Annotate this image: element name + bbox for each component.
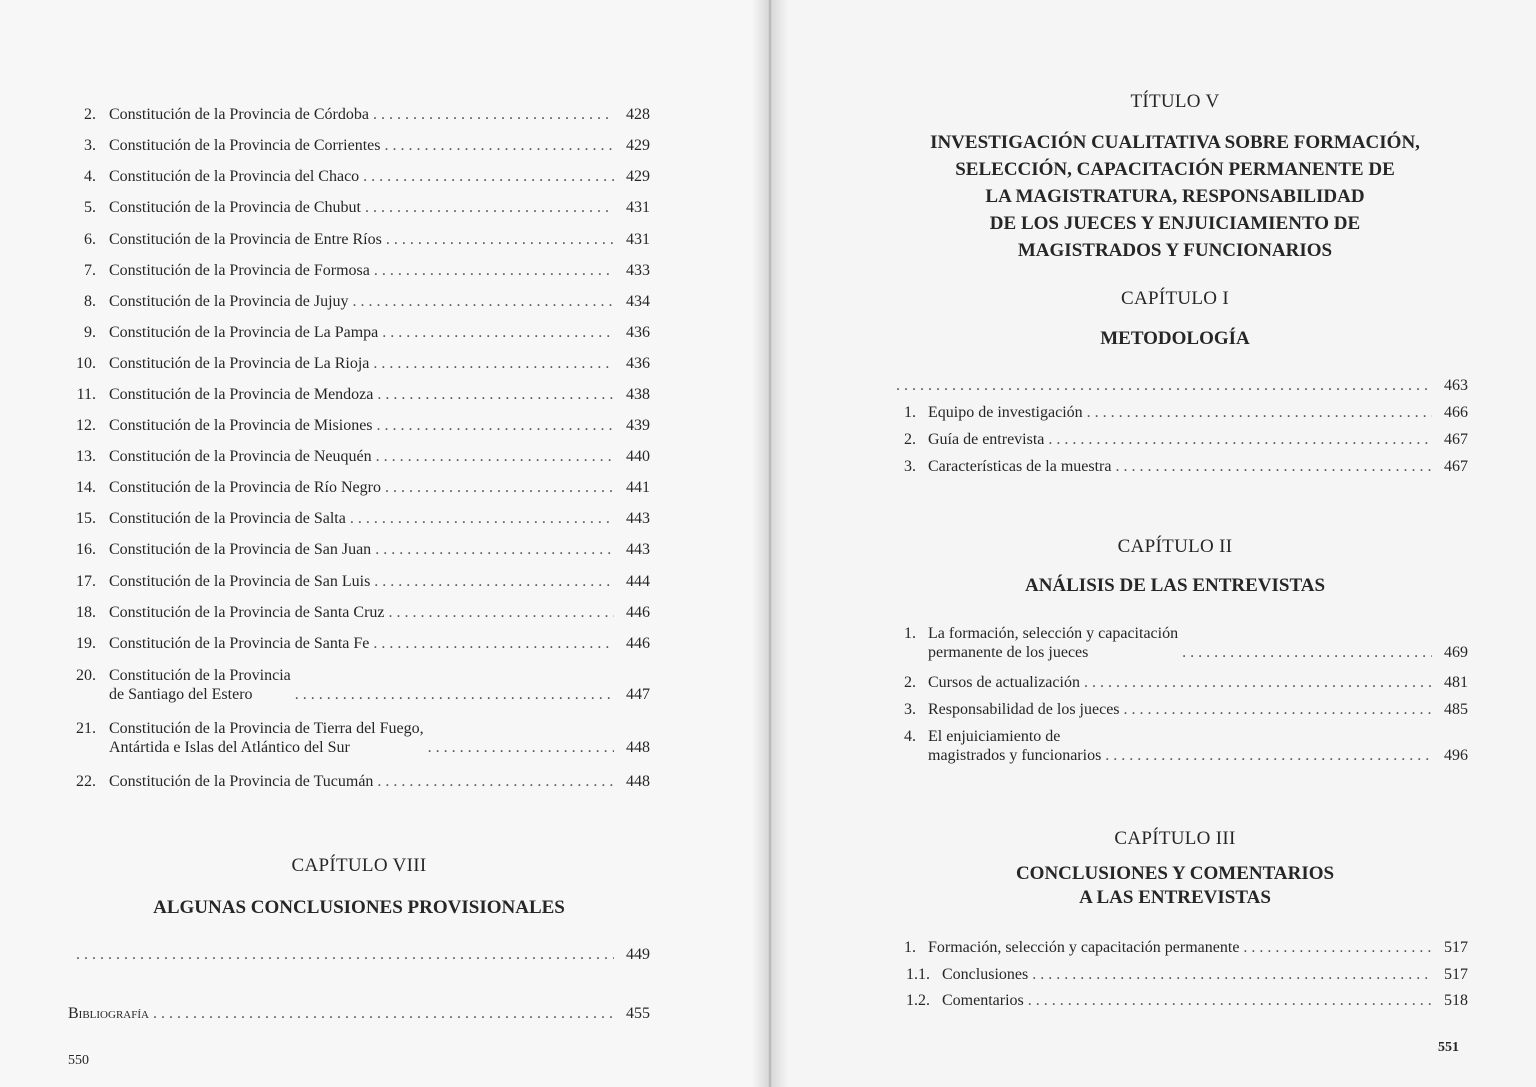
toc-row [68,772,650,791]
leader-dots [1115,457,1432,476]
entry-title: Constitución de la Provincia de Santa Cruz [109,604,385,621]
toc-row [68,945,650,964]
entry-page: 448 [626,773,650,790]
toc-row [68,540,650,559]
entry-number: 1. [904,404,916,421]
entry-title: Constitución de la Provincia de Río Negro [109,479,381,496]
leader-dots [373,105,614,124]
leader-dots [385,478,614,497]
title-line: INVESTIGACIÓN CUALITATIVA SOBRE FORMACIÓN, [930,132,1420,153]
entry-number: 9. [84,324,96,341]
leader-dots [1182,643,1432,662]
toc-row [68,478,650,497]
leader-dots [363,167,614,186]
entry-title: Constitución de la Provincia de Salta [109,510,346,527]
leader-dots [1124,700,1432,719]
leader-dots [385,136,615,155]
entry-number: 7. [84,262,96,279]
entry-number: 2. [904,674,916,691]
entry-title: Comentarios [942,992,1024,1009]
entry-title: Responsabilidad de los jueces [928,701,1120,718]
toc-row [896,700,1468,719]
toc-row [68,1004,650,1023]
chapter-title: ALGUNAS CONCLUSIONES PROVISIONALES [153,897,565,918]
toc-row [68,603,650,622]
entry-number: 1.2. [906,992,930,1009]
entry-title: Constitución de la Provincia de Misiones [109,417,373,434]
leader-dots [389,603,615,622]
entry-title: Constitución de la Provincia del Chaco [109,168,360,185]
title-heading [770,129,1536,264]
toc-row [68,416,650,435]
entry-title: Equipo de investigación [928,404,1083,421]
entry-title: Constitución de la Provincia de Córdoba [109,106,369,123]
leader-dots [1084,673,1432,692]
leader-dots [382,323,614,342]
toc-row [68,572,650,591]
entry-number: 4. [84,168,96,185]
entry-title [109,719,424,757]
leader-dots [1087,403,1432,422]
leader-dots [1048,430,1432,449]
toc-row [68,167,650,186]
chapter-title: METODOLOGÍA [1100,328,1250,349]
leader-dots [353,292,614,311]
entry-page: 433 [626,262,650,279]
leader-dots [377,772,614,791]
entry-number: 1.1. [906,966,930,983]
entry-title-line: El enjuiciamiento de [928,728,1061,745]
entry-title: Constitución de la Provincia de La Rioja [109,355,370,372]
entry-number: 21. [76,720,96,737]
entry-number: 8. [84,293,96,310]
entry-page: 448 [626,739,650,756]
entry-page: 439 [626,417,650,434]
leader-dots [350,509,614,528]
entry-page: 496 [1444,747,1468,764]
leader-dots [377,416,614,435]
entry-page: 467 [1444,458,1468,475]
entry-title: Características de la muestra [928,458,1112,475]
entry-title-line: Constitución de la Provincia de Tierra del Fuego, [109,720,424,737]
entry-page: 444 [626,573,650,590]
entry-number: 18. [76,604,96,621]
toc-row [896,624,1468,662]
entry-title: Constitución de la Provincia de Tucumán [109,773,374,790]
chapter-label: CAPÍTULO II [1117,536,1233,557]
entry-page: 466 [1444,404,1468,421]
leader-dots [377,385,614,404]
leader-dots [76,945,614,964]
entry-page: 449 [626,946,650,963]
leader-dots [374,572,614,591]
entry-title: Guía de entrevista [928,431,1045,448]
toc-row [68,136,650,155]
entry-number: 3. [904,458,916,475]
chapter-title: ANÁLISIS DE LAS ENTREVISTAS [1024,575,1326,596]
toc-row [68,261,650,280]
title-label: TÍTULO V [1130,91,1220,112]
entry-title: Constitución de la Provincia de Entre Ríos [109,231,382,248]
entry-title: Constitución de la Provincia de Chubut [109,199,361,216]
entry-number: 17. [76,573,96,590]
toc-row [896,403,1468,422]
chapter-label: CAPÍTULO III [1114,828,1236,849]
entry-number: 6. [84,231,96,248]
chapter-label: CAPÍTULO VIII [291,855,427,876]
chapter-title [770,862,1536,910]
entry-page: 438 [626,386,650,403]
toc-row [896,991,1468,1010]
toc-row [896,376,1468,395]
book-gutter [752,0,788,1087]
leader-dots [374,261,614,280]
entry-page: 429 [626,168,650,185]
entry-number: 12. [76,417,96,434]
entry-number: 1. [904,625,916,642]
chapter-label: CAPÍTULO I [1120,288,1230,309]
chapter-title-line: A LAS ENTREVISTAS [1079,887,1271,908]
entry-number: 13. [76,448,96,465]
chapter-title-line: CONCLUSIONES Y COMENTARIOS [1015,863,1335,884]
title-line: LA MAGISTRATURA, RESPONSABILIDAD [985,186,1365,207]
entry-title-line: Antártida e Islas del Atlántico del Sur [109,739,350,756]
title-line: SELECCIÓN, CAPACITACIÓN PERMANENTE DE [955,159,1395,180]
toc-row [68,666,650,704]
toc-row [68,634,650,653]
entry-page: 463 [1444,377,1468,394]
leader-dots [386,230,614,249]
leader-dots [375,540,614,559]
toc-row [896,938,1468,957]
leader-dots [1243,938,1432,957]
entry-page: 481 [1444,674,1468,691]
entry-title: Constitución de la Provincia de Neuquén [109,448,372,465]
page-number: 550 [68,1053,89,1068]
entry-title-line: permanente de los jueces [928,644,1089,661]
toc-row [68,354,650,373]
entry-title: Cursos de actualización [928,674,1080,691]
entry-page: 431 [626,199,650,216]
entry-number: 15. [76,510,96,527]
entry-page: 517 [1444,939,1468,956]
entry-title: Formación, selección y capacitación permanente [928,939,1240,956]
title-line: MAGISTRADOS Y FUNCIONARIOS [1017,240,1333,261]
toc-row [68,105,650,124]
entry-number: 16. [76,541,96,558]
toc-row [896,457,1468,476]
toc-row [896,727,1468,765]
leader-dots [1105,746,1432,765]
entry-title-line: La formación, selección y capacitación [928,625,1179,642]
entry-page: 428 [626,106,650,123]
toc-row [68,719,650,757]
entry-title [928,727,1101,765]
entry-title: Conclusiones [942,966,1029,983]
entry-number: 14. [76,479,96,496]
leader-dots [1032,965,1432,984]
bibliography-label: Bibliografía [68,1005,149,1022]
entry-page: 443 [626,510,650,527]
entry-page: 429 [626,137,650,154]
entry-page: 469 [1444,644,1468,661]
leader-dots [373,354,614,373]
entry-number: 22. [76,773,96,790]
entry-number: 19. [76,635,96,652]
leader-dots [896,376,1432,395]
entry-title: Constitución de la Provincia de San Luis [109,573,371,590]
entry-title-line: de Santiago del Estero [109,686,253,703]
entry-title [109,666,291,704]
toc-row [68,385,650,404]
entry-title: Constitución de la Provincia de Mendoza [109,386,374,403]
entry-page: 434 [626,293,650,310]
entry-number: 3. [84,137,96,154]
entry-number: 4. [904,728,916,745]
leader-dots [428,738,614,757]
entry-title-line: magistrados y funcionarios [928,747,1102,764]
entry-page: 517 [1444,966,1468,983]
entry-title: Constitución de la Provincia de Jujuy [109,293,349,310]
title-line: DE LOS JUECES Y ENJUICIAMIENTO DE [989,213,1361,234]
leader-dots [373,634,614,653]
entry-title: Constitución de la Provincia de La Pampa [109,324,379,341]
toc-row [68,230,650,249]
entry-number: 11. [76,386,96,403]
entry-page: 431 [626,231,650,248]
entry-number: 1. [904,939,916,956]
entry-title: Constitución de la Provincia de Formosa [109,262,370,279]
entry-page: 446 [626,635,650,652]
entry-page: 436 [626,355,650,372]
toc-row [896,965,1468,984]
leader-dots [1028,991,1432,1010]
leader-dots [295,685,614,704]
entry-page: 446 [626,604,650,621]
entry-page: 443 [626,541,650,558]
entry-page: 436 [626,324,650,341]
entry-page: 440 [626,448,650,465]
toc-row [68,323,650,342]
entry-page: 518 [1444,992,1468,1009]
entry-number: 5. [84,199,96,216]
entry-page: 485 [1444,701,1468,718]
toc-row [68,198,650,217]
entry-number: 2. [904,431,916,448]
entry-title: Constitución de la Provincia de Corrientes [109,137,381,154]
entry-page: 447 [626,686,650,703]
toc-row [896,430,1468,449]
entry-title: Constitución de la Provincia de San Juan [109,541,372,558]
entry-number: 10. [76,355,96,372]
page-number: 551 [1438,1040,1459,1055]
toc-row [896,673,1468,692]
toc-row [68,447,650,466]
right-page [770,0,1536,1087]
entry-title [928,624,1178,662]
toc-row [68,509,650,528]
toc-row [68,292,650,311]
entry-page: 455 [626,1005,650,1022]
entry-title: Constitución de la Provincia de Santa Fe [109,635,370,652]
entry-title-line: Constitución de la Provincia [109,667,291,684]
leader-dots [365,198,614,217]
entry-page: 441 [626,479,650,496]
entry-page: 467 [1444,431,1468,448]
entry-number: 20. [76,667,96,684]
leader-dots [376,447,614,466]
entry-number: 2. [84,106,96,123]
entry-number: 3. [904,701,916,718]
leader-dots [153,1004,614,1023]
